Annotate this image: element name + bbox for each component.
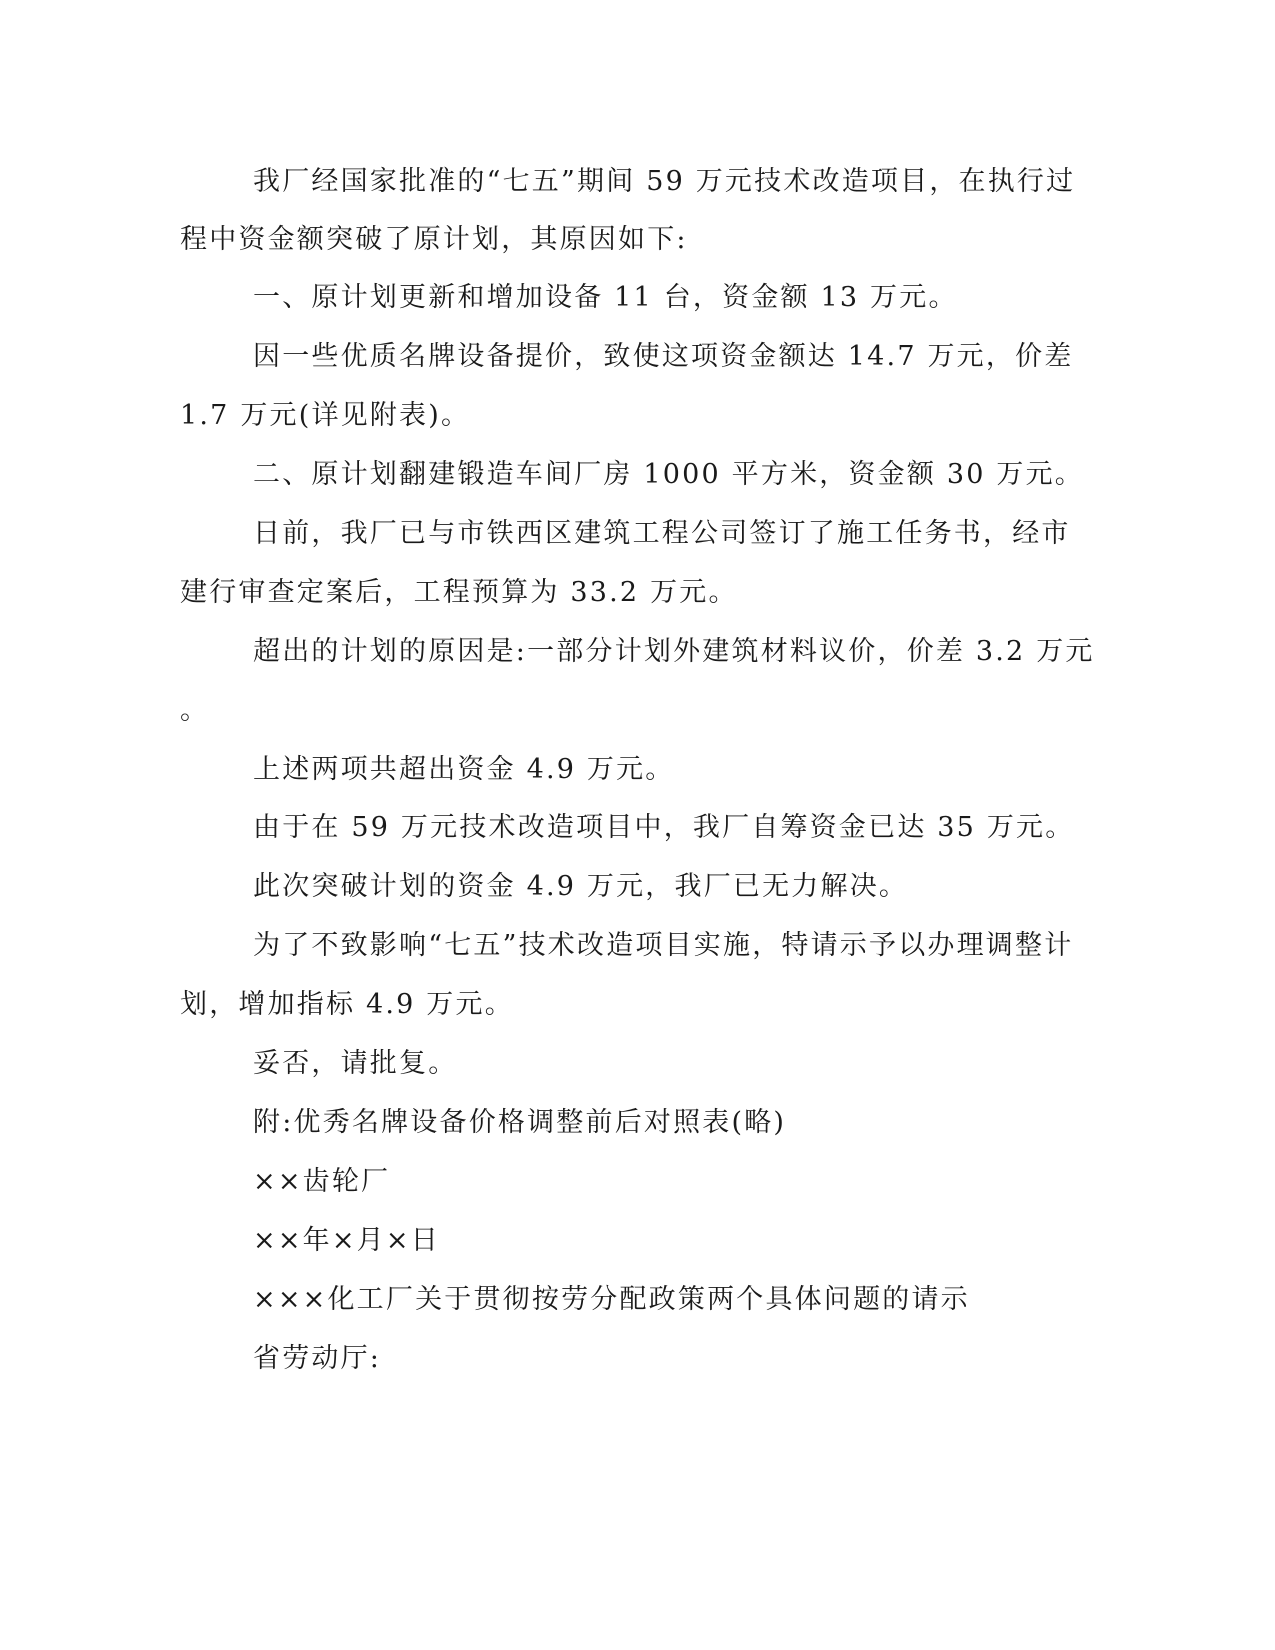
paragraph-line: 一、原计划更新和增加设备 11 台，资金额 13 万元。 bbox=[253, 282, 958, 313]
paragraph-line: 因一些优质名牌设备提价，致使这项资金额达 14.7 万元，价差 bbox=[253, 341, 1074, 372]
paragraph-line: 程中资金额突破了原计划，其原因如下: bbox=[180, 224, 688, 255]
paragraph-line: 由于在 59 万元技术改造项目中，我厂自筹资金已达 35 万元。 bbox=[253, 812, 1075, 843]
paragraph-line: 1.7 万元(详见附表)。 bbox=[180, 400, 471, 431]
paragraph-line: 妥否，请批复。 bbox=[253, 1048, 458, 1079]
paragraph-line: 此次突破计划的资金 4.9 万元，我厂已无力解决。 bbox=[253, 871, 909, 902]
paragraph-line: 超出的计划的原因是:一部分计划外建筑材料议价，价差 3.2 万元 bbox=[253, 636, 1095, 667]
paragraph-line: 日前，我厂已与市铁西区建筑工程公司签订了施工任务书，经市 bbox=[253, 518, 1071, 549]
paragraph-line: 建行审查定案后，工程预算为 33.2 万元。 bbox=[180, 577, 738, 608]
section-title: ×××化工厂关于贯彻按劳分配政策两个具体问题的请示 bbox=[253, 1284, 970, 1315]
paragraph-line: 划，增加指标 4.9 万元。 bbox=[180, 989, 514, 1020]
paragraph-line: 我厂经国家批准的“七五”期间 59 万元技术改造项目，在执行过 bbox=[253, 166, 1076, 197]
attachment-note: 附:优秀名牌设备价格调整前后对照表(略) bbox=[253, 1107, 787, 1138]
paragraph-line: 为了不致影响“七五”技术改造项目实施，特请示予以办理调整计 bbox=[253, 930, 1074, 961]
paragraph-line: 二、原计划翻建锻造车间厂房 1000 平方米，资金额 30 万元。 bbox=[253, 459, 1084, 490]
signature-date: ××年×月×日 bbox=[253, 1225, 440, 1256]
paragraph-line: 上述两项共超出资金 4.9 万元。 bbox=[253, 754, 675, 785]
recipient-salutation: 省劳动厅: bbox=[253, 1343, 382, 1374]
signature-organization: ××齿轮厂 bbox=[253, 1166, 391, 1197]
paragraph-line: 。 bbox=[180, 695, 210, 726]
